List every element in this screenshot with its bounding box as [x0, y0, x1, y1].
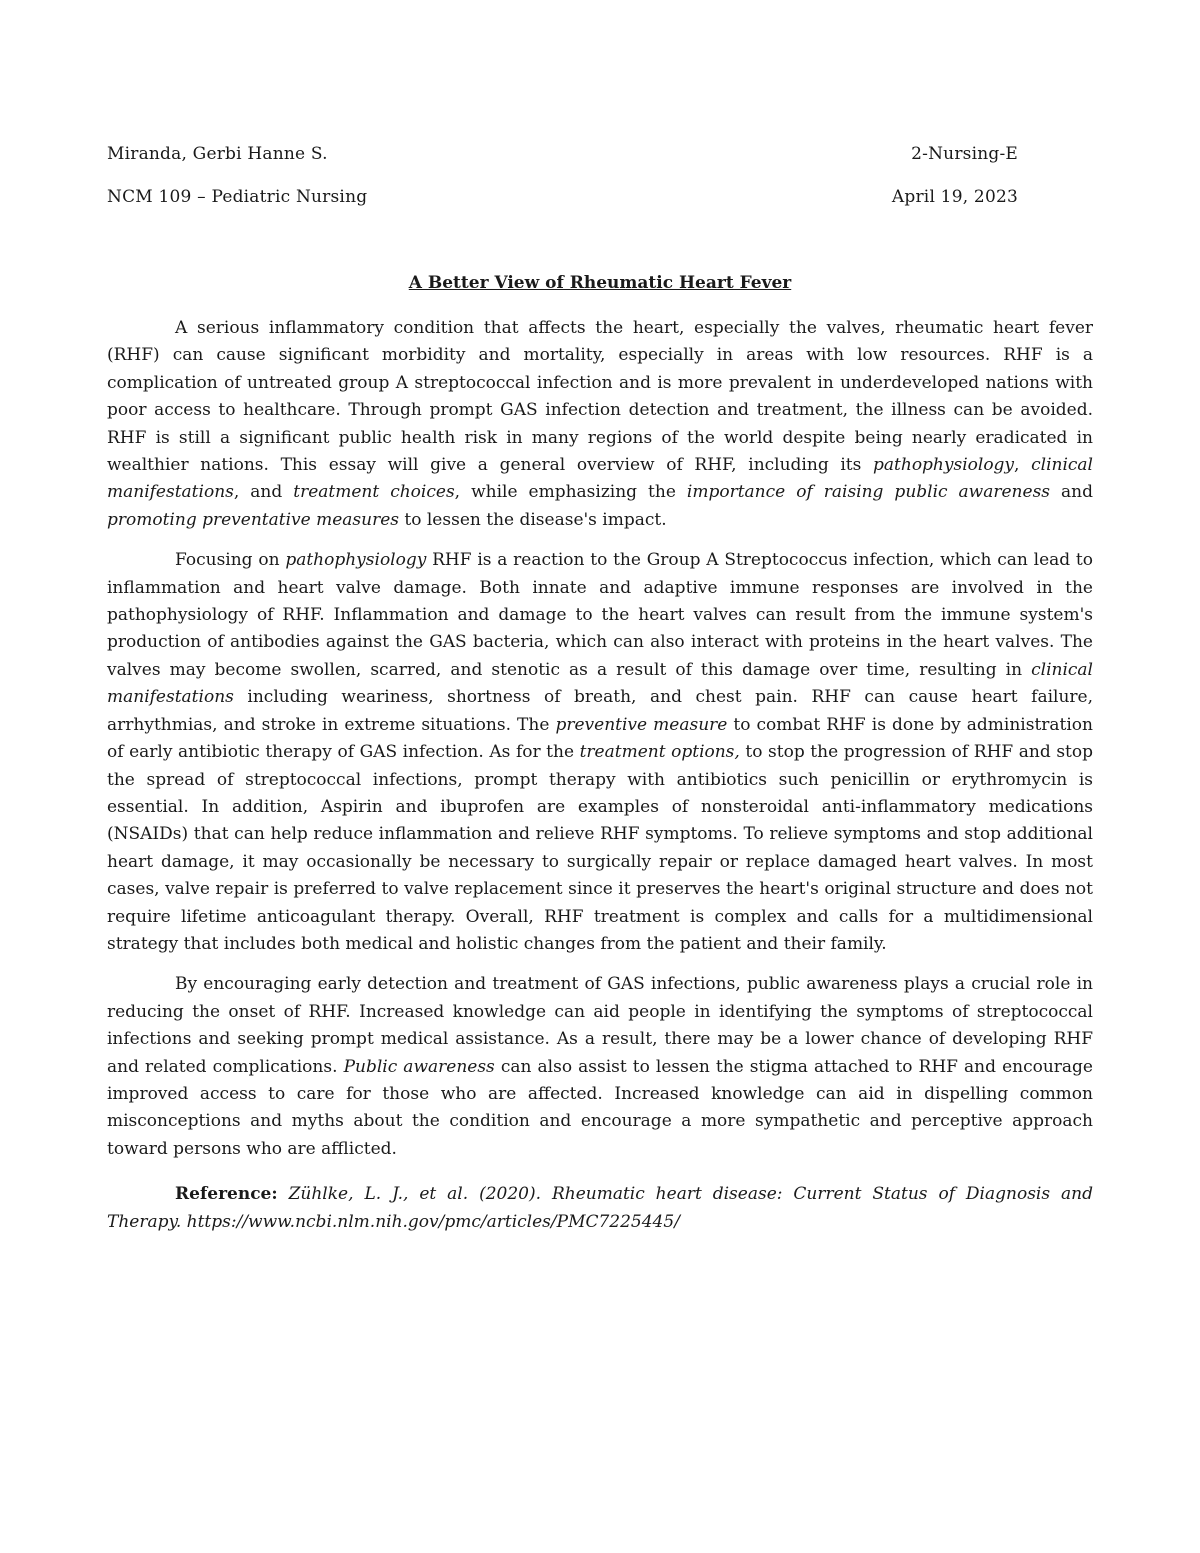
p1-em-1: pathophysiology	[873, 455, 1015, 476]
reference-citation: Zühlke, L. J., et al. (2020). Rheumatic heart disease: Current Status of Diagnosis and Therapy. https://www.ncbi.nlm.nih.gov/pmc/articles/PMC7225445/	[107, 1184, 1093, 1232]
p1-em-3: treatment choices	[293, 482, 455, 503]
reference-label: Reference:	[175, 1184, 278, 1205]
p2-em-1: pathophysiology	[285, 550, 427, 571]
p1-em-5: promoting preventative measures	[107, 509, 399, 530]
student-name: Miranda, Gerbi Hanne S.	[107, 144, 328, 164]
submission-date: April 19, 2023	[891, 187, 1018, 207]
p1-text-2: ,	[1014, 455, 1032, 476]
essay-body	[107, 315, 1093, 1249]
p2-em-2: clinical manifestations	[107, 659, 1093, 708]
header-row-1	[107, 144, 1018, 164]
student-section: 2-Nursing-E	[911, 144, 1018, 164]
p3-text-1: By encouraging early detection and treatment of GAS infections, public awareness plays a crucial role in reducing the onset of RHF. Increased knowledge can aid people in identifying the symptoms of streptococcal infections and seeking prompt medical assistance. As a result, there may be a lower chance of developing RHF and related complications.	[107, 974, 1093, 1077]
p2-em-3: preventive measure	[555, 714, 728, 735]
paragraph-intro	[107, 315, 1093, 534]
p1-text-5: and	[1050, 482, 1093, 503]
p1-text-4: , while emphasizing the	[454, 482, 687, 503]
p2-text-2: RHF is a reaction to the Group A Streptococcus infection, which can lead to inflammation and heart valve damage. Both innate and adaptive immune responses are involved in the pathophysiology of RHF. Inflammation and damage to the heart valves can result from the immune system's production of antibodies against the GAS bacteria, which can also interact with proteins in the heart valves. The valves may become swollen, scarred, and stenotic as a result of this damage over time, resulting in	[107, 550, 1093, 680]
p1-em-2: clinical manifestations	[107, 455, 1093, 503]
p2-em-4: treatment options,	[579, 742, 740, 763]
p2-text-4: to combat RHF is done by administration of early antibiotic therapy of GAS infection. As for the	[107, 714, 1093, 763]
paragraph-public-awareness	[107, 971, 1093, 1163]
p2-text-1: Focusing on	[175, 550, 286, 571]
paragraph-pathophysiology	[107, 547, 1093, 958]
course-name: NCM 109 – Pediatric Nursing	[107, 187, 368, 207]
reference	[107, 1181, 1093, 1236]
p3-em-1: Public awareness	[343, 1056, 495, 1077]
p2-text-5: to stop the progression of RHF and stop the spread of streptococcal infections, prompt therapy with antibiotics such penicillin or erythromycin is essential. In addition, Aspirin and ibuprofen are examples of nonsteroidal anti-inflammatory medications (NSAIDs) that can help reduce inflammation and relieve RHF symptoms. To relieve symptoms and stop additional heart damage, it may occasionally be necessary to surgically repair or replace damaged heart valves. In most cases, valve repair is preferred to valve replacement since it preserves the heart's original structure and does not require lifetime anticoagulant therapy. Overall, RHF treatment is complex and calls for a multidimensional strategy that includes both medical and holistic changes from the patient and their family.	[107, 742, 1093, 954]
p1-em-4: importance of raising public awareness	[686, 482, 1051, 503]
p1-text-3: , and	[233, 482, 294, 503]
p1-text-1: A serious inflammatory condition that affects the heart, especially the valves, rheumatic heart fever (RHF) can cause significant morbidity and mortality, especially in areas with low resources. RHF is a complication of untreated group A streptococcal infection and is more prevalent in underdeveloped nations with poor access to healthcare. Through prompt GAS infection detection and treatment, the illness can be avoided. RHF is still a significant public health risk in many regions of the world despite being nearly eradicated in wealthier nations. This essay will give a general overview of RHF, including its	[107, 318, 1093, 476]
p2-text-3: including weariness, shortness of breath, and chest pain. RHF can cause heart failure, arrhythmias, and stroke in extreme situations. The	[107, 687, 1093, 735]
header-row-2	[107, 187, 1018, 207]
p1-text-6: to lessen the disease's impact.	[399, 509, 667, 530]
essay-title: A Better View of Rheumatic Heart Fever	[408, 273, 792, 293]
p3-text-2: can also assist to lessen the stigma attached to RHF and encourage improved access to care for those who are affected. Increased knowledge can aid in dispelling common misconceptions and myths about the condition and encourage a more sympathetic and perceptive approach toward persons who are afflicted.	[107, 1056, 1093, 1159]
